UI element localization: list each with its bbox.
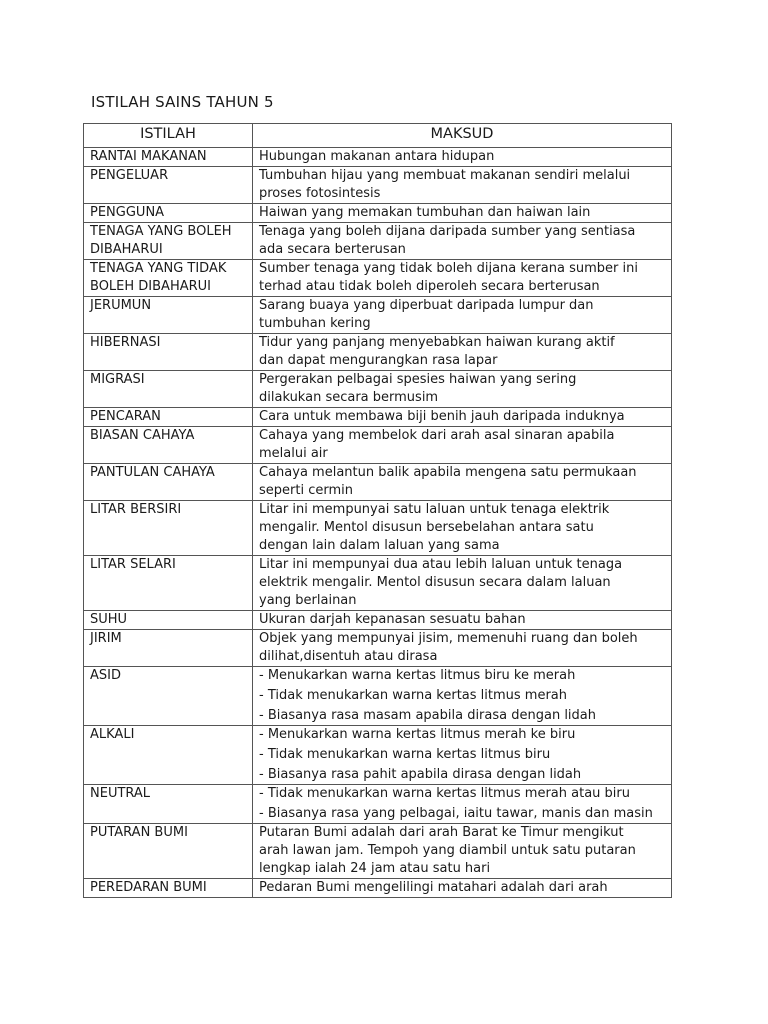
- term-cell: PEREDARAN BUMI: [84, 879, 253, 898]
- meaning-line: Cara untuk membawa biji benih jauh daripada induknya: [259, 409, 625, 424]
- meaning-cell: [253, 785, 672, 824]
- meaning-line: dilihat,disentuh atau dirasa: [259, 649, 438, 664]
- table-row: [84, 167, 672, 204]
- meaning-line: Sarang buaya yang diperbuat daripada lumpur dan: [259, 298, 594, 313]
- table-row: [84, 204, 672, 223]
- meaning-line: Litar ini mempunyai dua atau lebih laluan untuk tenaga: [259, 557, 623, 572]
- table-row: [84, 501, 672, 556]
- bullet-point: - Tidak menukarkan warna kertas litmus merah atau biru: [259, 786, 630, 801]
- meaning-line: Tumbuhan hijau yang membuat makanan sendiri melalui: [259, 168, 631, 183]
- meaning-cell: [253, 879, 672, 898]
- table-row: [84, 785, 672, 824]
- term-cell: NEUTRAL: [84, 785, 253, 824]
- meaning-line: Sumber tenaga yang tidak boleh dijana kerana sumber ini: [259, 261, 638, 276]
- table-row: [84, 667, 672, 726]
- meaning-cell: [253, 297, 672, 334]
- meaning-cell: [253, 223, 672, 260]
- meaning-line: Hubungan makanan antara hidupan: [259, 149, 495, 164]
- meaning-cell: [253, 501, 672, 556]
- meaning-cell: [253, 464, 672, 501]
- meaning-line: seperti cermin: [259, 483, 353, 498]
- term-cell: LITAR SELARI: [84, 556, 253, 611]
- bullet-point: - Biasanya rasa yang pelbagai, iaitu tawar, manis dan masin: [259, 806, 653, 821]
- meaning-cell: [253, 667, 672, 726]
- table-row: [84, 464, 672, 501]
- meaning-cell: [253, 148, 672, 167]
- table-row: [84, 824, 672, 879]
- meaning-cell: [253, 427, 672, 464]
- meaning-cell: [253, 556, 672, 611]
- meaning-line: dan dapat mengurangkan rasa lapar: [259, 353, 498, 368]
- table-row: [84, 148, 672, 167]
- bullet-point: - Tidak menukarkan warna kertas litmus merah: [259, 688, 568, 703]
- meaning-line: Objek yang mempunyai jisim, memenuhi ruang dan boleh: [259, 631, 638, 646]
- meaning-line: terhad atau tidak boleh diperoleh secara berterusan: [259, 279, 600, 294]
- meaning-line: Litar ini mempunyai satu laluan untuk tenaga elektrik: [259, 502, 610, 517]
- bullet-point: - Biasanya rasa pahit apabila dirasa dengan lidah: [259, 767, 582, 782]
- meaning-line: mengalir. Mentol disusun bersebelahan antara satu: [259, 520, 594, 535]
- table-row: [84, 726, 672, 785]
- terms-table: [83, 123, 672, 898]
- term-cell: PENGELUAR: [84, 167, 253, 204]
- meaning-cell: [253, 611, 672, 630]
- term-cell: PANTULAN CAHAYA: [84, 464, 253, 501]
- term-cell: ALKALI: [84, 726, 253, 785]
- term-cell: ASID: [84, 667, 253, 726]
- meaning-cell: [253, 824, 672, 879]
- term-cell: PENCARAN: [84, 408, 253, 427]
- table-row: [84, 408, 672, 427]
- meaning-line: dengan lain dalam laluan yang sama: [259, 538, 500, 553]
- column-header-meaning: MAKSUD: [253, 124, 672, 148]
- term-cell: PENGGUNA: [84, 204, 253, 223]
- term-cell: LITAR BERSIRI: [84, 501, 253, 556]
- table-row: [84, 297, 672, 334]
- meaning-line: Putaran Bumi adalah dari arah Barat ke Timur mengikut: [259, 825, 624, 840]
- meaning-cell: [253, 204, 672, 223]
- table-row: [84, 611, 672, 630]
- page-title: ISTILAH SAINS TAHUN 5: [91, 93, 274, 111]
- meaning-line: ada secara berterusan: [259, 242, 406, 257]
- meaning-line: tumbuhan kering: [259, 316, 371, 331]
- table-row: [84, 556, 672, 611]
- table-header-row: [84, 124, 672, 148]
- meaning-cell: [253, 334, 672, 371]
- meaning-line: Haiwan yang memakan tumbuhan dan haiwan lain: [259, 205, 591, 220]
- meaning-line: arah lawan jam. Tempoh yang diambil untuk satu putaran: [259, 843, 636, 858]
- meaning-line: dilakukan secara bermusim: [259, 390, 439, 405]
- meaning-line: Pedaran Bumi mengelilingi matahari adalah dari arah: [259, 880, 608, 895]
- column-header-term: ISTILAH: [84, 124, 253, 148]
- meaning-line: elektrik mengalir. Mentol disusun secara dalam laluan: [259, 575, 611, 590]
- meaning-cell: [253, 371, 672, 408]
- meaning-cell: [253, 408, 672, 427]
- meaning-line: yang berlainan: [259, 593, 357, 608]
- term-cell: TENAGA YANG BOLEH DIBAHARUI: [84, 223, 253, 260]
- meaning-cell: [253, 167, 672, 204]
- meaning-cell: [253, 260, 672, 297]
- term-cell: JIRIM: [84, 630, 253, 667]
- table-row: [84, 879, 672, 898]
- meaning-line: proses fotosintesis: [259, 186, 381, 201]
- bullet-point: - Biasanya rasa masam apabila dirasa dengan lidah: [259, 708, 597, 723]
- table-row: [84, 630, 672, 667]
- meaning-line: Pergerakan pelbagai spesies haiwan yang sering: [259, 372, 577, 387]
- term-cell: BIASAN CAHAYA: [84, 427, 253, 464]
- table-row: [84, 223, 672, 260]
- meaning-line: Cahaya yang membelok dari arah asal sinaran apabila: [259, 428, 615, 443]
- table-row: [84, 260, 672, 297]
- term-cell: RANTAI MAKANAN: [84, 148, 253, 167]
- meaning-line: lengkap ialah 24 jam atau satu hari: [259, 861, 491, 876]
- meaning-line: Ukuran darjah kepanasan sesuatu bahan: [259, 612, 526, 627]
- meaning-line: Tenaga yang boleh dijana daripada sumber yang sentiasa: [259, 224, 636, 239]
- term-cell: MIGRASI: [84, 371, 253, 408]
- term-cell: SUHU: [84, 611, 253, 630]
- term-cell: HIBERNASI: [84, 334, 253, 371]
- meaning-line: melalui air: [259, 446, 328, 461]
- table-row: [84, 334, 672, 371]
- table-body: [84, 148, 672, 898]
- table-row: [84, 427, 672, 464]
- bullet-point: - Tidak menukarkan warna kertas litmus biru: [259, 747, 551, 762]
- table-row: [84, 371, 672, 408]
- term-cell: JERUMUN: [84, 297, 253, 334]
- meaning-cell: [253, 726, 672, 785]
- term-cell: TENAGA YANG TIDAK BOLEH DIBAHARUI: [84, 260, 253, 297]
- meaning-line: Cahaya melantun balik apabila mengena satu permukaan: [259, 465, 637, 480]
- term-cell: PUTARAN BUMI: [84, 824, 253, 879]
- bullet-point: - Menukarkan warna kertas litmus biru ke merah: [259, 668, 576, 683]
- meaning-line: Tidur yang panjang menyebabkan haiwan kurang aktif: [259, 335, 615, 350]
- bullet-point: - Menukarkan warna kertas litmus merah ke biru: [259, 727, 576, 742]
- meaning-cell: [253, 630, 672, 667]
